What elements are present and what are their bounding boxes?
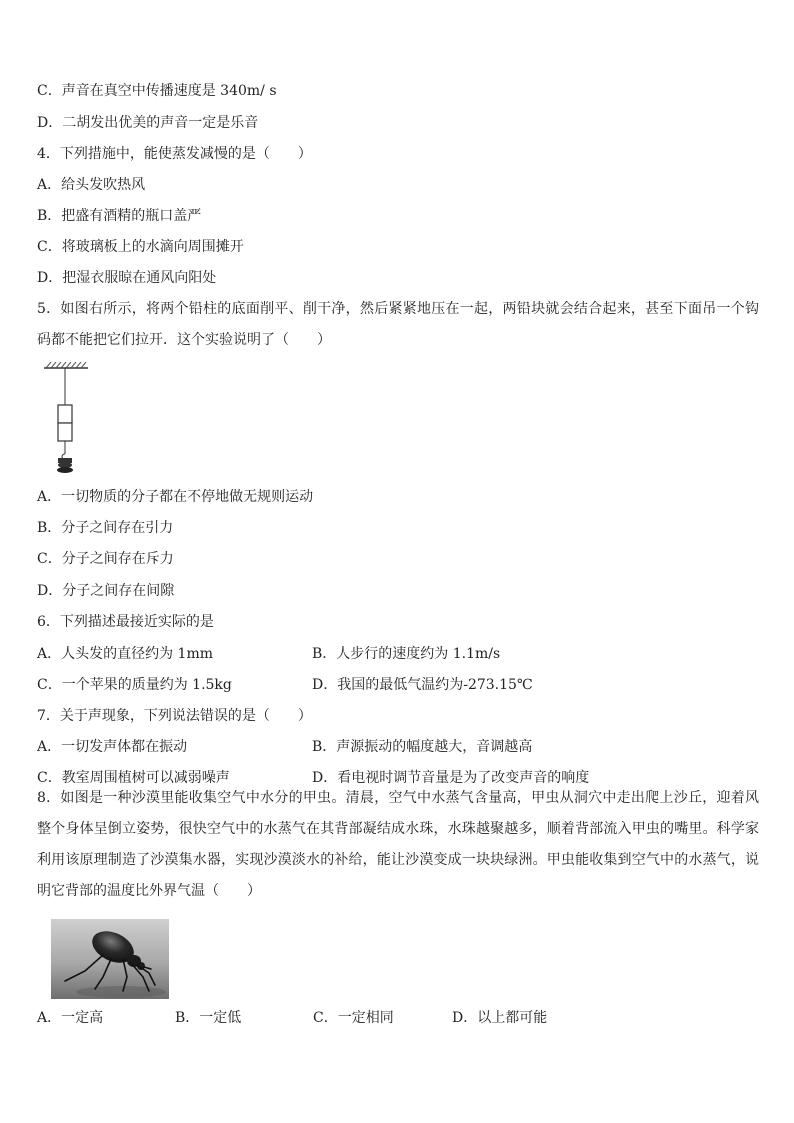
- question-4: 4．下列措施中，能使蒸发减慢的是（ ）: [37, 146, 312, 162]
- option-5b: B．分子之间存在引力: [37, 520, 174, 536]
- option-4d: D．把湿衣服晾在通风向阳处: [37, 270, 217, 286]
- beetle-photo: [51, 919, 169, 999]
- option-7d: D．看电视时调节音量是为了改变声音的响度: [312, 770, 590, 786]
- question-8: 8．如图是一种沙漠里能收集空气中水分的甲虫。清晨，空气中水蒸气含量高，甲虫从洞穴中走出爬上沙丘，迎着风整个身体呈倒立姿势，很快空气中的水蒸气在其背部凝结成水珠，水珠越聚越多，顺着背部流入甲虫的嘴里。科学家利用该原理制造了沙漠集水器，实现沙漠淡水的补给，能让沙漠变成一块块绿洲。甲虫能收集到空气中的水蒸气，说明它背部的温度比外界气温（ ）: [37, 790, 759, 899]
- option-5c: C．分子之间存在斥力: [37, 551, 174, 567]
- line-q3d: D．二胡发出优美的声音一定是乐音: [37, 115, 259, 131]
- option-4a: A．给头发吹热风: [37, 177, 146, 193]
- line-q3c: C．声音在真空中传播速度是 340m/ s: [37, 83, 277, 99]
- option-8a: A．一定高: [37, 1010, 104, 1026]
- option-8b: B．一定低: [175, 1010, 242, 1026]
- option-4b: B．把盛有酒精的瓶口盖严: [37, 208, 202, 224]
- option-5d: D．分子之间存在间隙: [37, 583, 175, 599]
- option-5a: A．一切物质的分子都在不停地做无规则运动: [37, 489, 314, 505]
- option-8c: C．一定相同: [313, 1010, 394, 1026]
- question-7: 7．关于声现象，下列说法错误的是（ ）: [37, 708, 312, 724]
- lead-cylinders-figure: [40, 362, 92, 476]
- option-6a: A．人头发的直径约为 1mm: [37, 646, 214, 662]
- option-6d: D．我国的最低气温约为-273.15℃: [312, 677, 533, 693]
- option-7b: B．声源振动的幅度越大，音调越高: [312, 739, 533, 755]
- option-7a: A．一切发声体都在振动: [37, 739, 188, 755]
- question-5: 5．如图右所示，将两个铅柱的底面削平、削干净，然后紧紧地压在一起，两铅块就会结合起来，甚至下面吊一个钩码都不能把它们拉开．这个实验说明了（ ）: [37, 301, 759, 348]
- option-6b: B．人步行的速度约为 1.1m/s: [312, 646, 501, 662]
- option-7c: C．教室周围植树可以减弱噪声: [37, 770, 230, 786]
- question-6: 6．下列描述最接近实际的是: [37, 614, 214, 630]
- option-8d: D．以上都可能: [452, 1010, 548, 1026]
- option-4c: C．将玻璃板上的水滴向周围摊开: [37, 239, 244, 255]
- option-6c: C．一个苹果的质量约为 1.5kg: [37, 677, 232, 693]
